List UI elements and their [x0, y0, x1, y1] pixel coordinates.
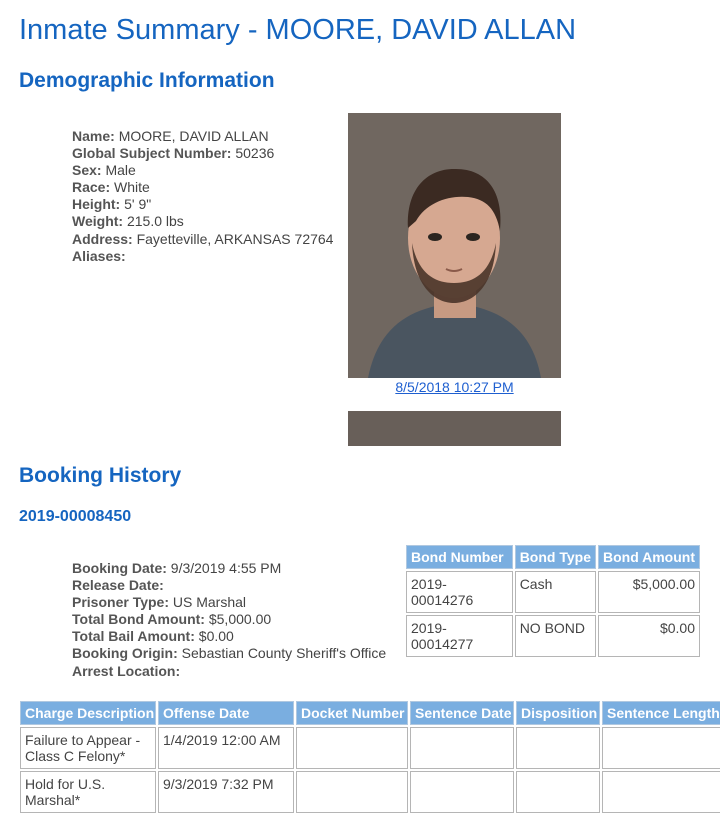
field-address: Address: Fayetteville, ARKANSAS 72764 — [72, 230, 334, 247]
charge-description-cell: Failure to Appear - Class C Felony* — [20, 727, 156, 769]
disposition-cell — [516, 771, 600, 813]
booking-info — [72, 560, 386, 680]
field-total-bail-amount: Total Bail Amount: $0.00 — [72, 628, 234, 645]
charge-description-cell: Hold for U.S. Marshal* — [20, 771, 156, 813]
field-arrest-location: Arrest Location: — [72, 662, 181, 679]
table-row — [406, 615, 700, 657]
field-global-subject-number: Global Subject Number: 50236 — [72, 145, 275, 162]
docket-number-cell — [296, 727, 408, 769]
field-weight: Weight: 215.0 lbs — [72, 213, 184, 230]
booking-number: 2019-00008450 — [19, 508, 132, 525]
bond-type-cell: Cash — [515, 571, 596, 613]
demographic-heading: Demographic Information — [19, 69, 275, 92]
field-height: Height: 5' 9" — [72, 196, 152, 213]
docket-number-header: Docket Number — [296, 701, 408, 725]
bond-table-header — [406, 545, 700, 569]
field-total-bond-amount: Total Bond Amount: $5,000.00 — [72, 611, 272, 628]
charge-description-header: Charge Description — [20, 701, 156, 725]
offense-date-cell: 9/3/2019 7:32 PM — [158, 771, 294, 813]
field-sex: Sex: Male — [72, 162, 136, 179]
mugshot-photo-secondary[interactable] — [348, 411, 561, 446]
table-row — [406, 571, 700, 613]
table-row — [20, 771, 720, 813]
offense-date-header: Offense Date — [158, 701, 294, 725]
disposition-header: Disposition — [516, 701, 600, 725]
sentence-length-cell — [602, 771, 720, 813]
field-booking-date: Booking Date: 9/3/2019 4:55 PM — [72, 560, 282, 576]
booking-history-heading: Booking History — [19, 464, 182, 487]
sentence-date-cell — [410, 771, 514, 813]
bond-number-header: Bond Number — [406, 545, 513, 569]
mugshot-photo[interactable] — [348, 113, 561, 378]
offense-date-cell: 1/4/2019 12:00 AM — [158, 727, 294, 769]
bond-table — [404, 543, 702, 659]
field-aliases: Aliases: — [72, 247, 126, 264]
sentence-date-cell — [410, 727, 514, 769]
bond-amount-cell: $0.00 — [598, 615, 700, 657]
disposition-cell — [516, 727, 600, 769]
bond-amount-cell: $5,000.00 — [598, 571, 700, 613]
bond-type-header: Bond Type — [515, 545, 596, 569]
sentence-date-header: Sentence Date — [410, 701, 514, 725]
field-release-date: Release Date: — [72, 577, 164, 594]
sentence-length-header: Sentence Length — [602, 701, 720, 725]
bond-type-cell: NO BOND — [515, 615, 596, 657]
sentence-length-cell — [602, 727, 720, 769]
field-name: Name: MOORE, DAVID ALLAN — [72, 128, 269, 144]
table-row — [20, 727, 720, 769]
field-race: Race: White — [72, 179, 150, 196]
bond-number-cell: 2019-00014277 — [406, 615, 513, 657]
mugshot-image-secondary — [348, 411, 561, 446]
field-booking-origin: Booking Origin: Sebastian County Sheriff's Office — [72, 645, 387, 662]
docket-number-cell — [296, 771, 408, 813]
field-prisoner-type: Prisoner Type: US Marshal — [72, 594, 247, 611]
charge-table — [18, 699, 720, 815]
mugshot-image — [348, 113, 561, 378]
charge-table-header — [20, 701, 720, 725]
bond-number-cell: 2019-00014276 — [406, 571, 513, 613]
photo-date-link[interactable]: 8/5/2018 10:27 PM — [395, 379, 514, 395]
page-title: Inmate Summary - MOORE, DAVID ALLAN — [19, 14, 577, 46]
bond-amount-header: Bond Amount — [598, 545, 700, 569]
demographic-info — [72, 128, 333, 265]
